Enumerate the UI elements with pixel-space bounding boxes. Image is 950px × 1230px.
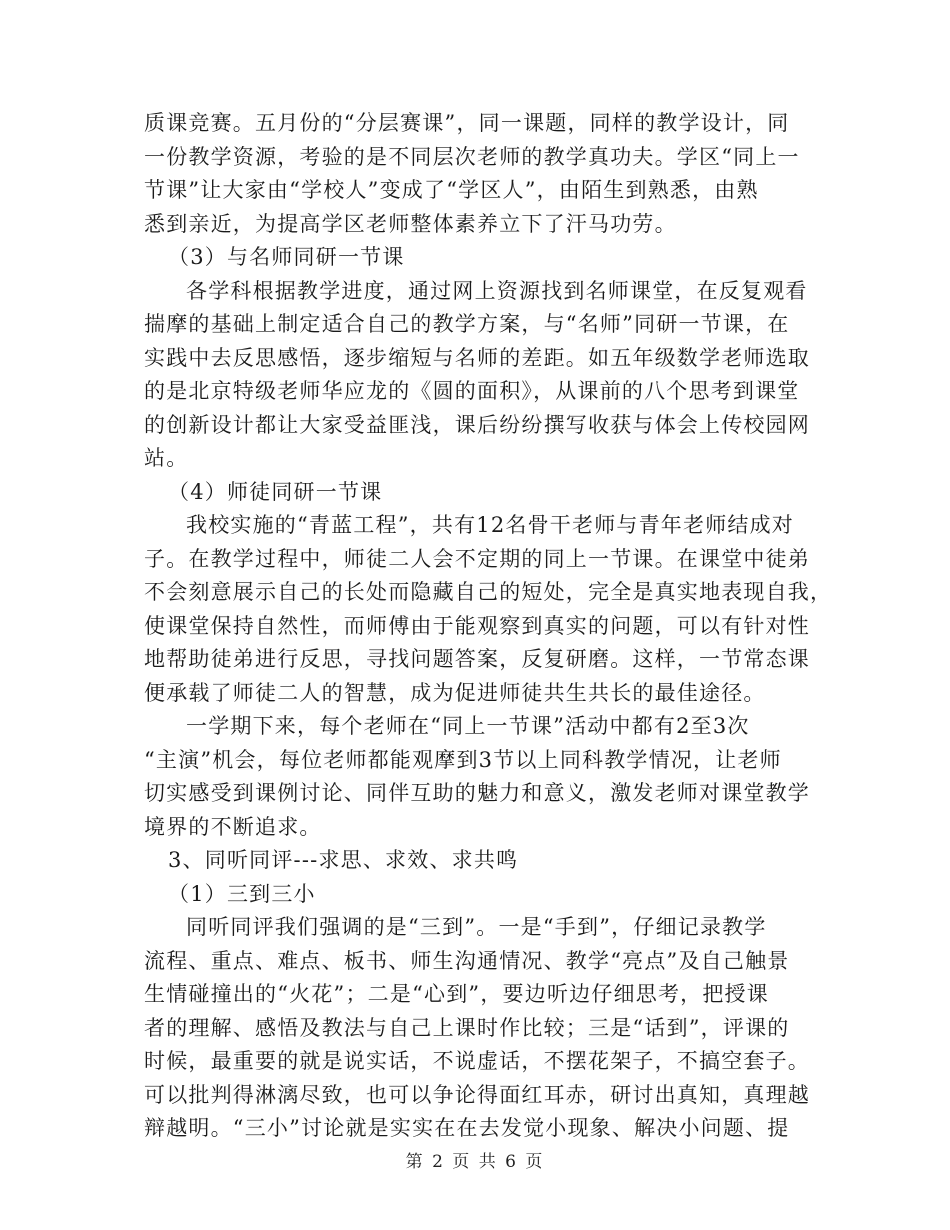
paragraph-line: 辩越明。“三小”讨论就是实实在在去发觉小现象、解决小问题、提	[144, 1116, 790, 1140]
paragraph-line: 的是北京特级老师华应龙的《圆的面积》，从课前的八个思考到课堂	[144, 379, 800, 403]
paragraph-line: 时候，最重要的就是说实话，不说虚话，不摆花架子，不搞空套子。	[144, 1049, 810, 1073]
paragraph-line: 境界的不断追求。	[144, 815, 322, 839]
paragraph-line: 者的理解、感悟及教法与自己上课时作比较；三是“话到”，评课的	[144, 1016, 790, 1040]
paragraph-line: 悉到亲近，为提高学区老师整体素养立下了汗马功劳。	[144, 212, 677, 236]
paragraph-line: 一份教学资源，考验的是不同层次老师的教学真功夫。学区“同上一	[144, 145, 800, 169]
paragraph-line: 子。在教学过程中，师徒二人会不定期的同上一节课。在课堂中徒弟	[144, 547, 810, 571]
section-heading: 3、同听同评---求思、求效、求共鸣	[168, 848, 519, 872]
paragraph-line: 的创新设计都让大家受益匪浅，课后纷纷撰写收获与体会上传校园网	[144, 413, 810, 437]
paragraph-line: 站。	[144, 446, 189, 470]
paragraph-line: 使课堂保持自然性，而师傅由于能观察到真实的问题，可以有针对性	[144, 614, 810, 638]
paragraph-line: 便承载了师徒二人的智慧，成为促进师徒共生共长的最佳途径。	[144, 681, 766, 705]
paragraph-line: “主演”机会，每位老师都能观摩到3节以上同科教学情况，让老师	[144, 748, 782, 772]
paragraph-line: 切实感受到课例讨论、同伴互助的魅力和意义，激发老师对课堂教学	[144, 781, 810, 805]
paragraph-line: 可以批判得淋漓尽致，也可以争论得面红耳赤，研讨出真知，真理越	[144, 1083, 810, 1107]
paragraph-line: 实践中去反思感悟，逐步缩短与名师的差距。如五年级数学老师选取	[144, 346, 810, 370]
paragraph-line: 揣摩的基础上制定适合自己的教学方案，与“名师”同研一节课，在	[144, 312, 790, 336]
paragraph-line: 各学科根据教学进度，通过网上资源找到名师课堂，在反复观看	[186, 279, 808, 303]
paragraph-line: 我校实施的“青蓝工程”，共有12名骨干老师与青年老师结成对	[186, 513, 794, 537]
paragraph-line: 不会刻意展示自己的长处而隐藏自己的短处，完全是真实地表现自我，	[144, 580, 833, 604]
paragraph-line: 流程、重点、难点、板书、师生沟通情况、教学“亮点”及自己触景	[144, 949, 790, 973]
section-heading: （1）三到三小	[168, 882, 316, 906]
paragraph-line: 同听同评我们强调的是“三到”。一是“手到”，仔细记录教学	[186, 915, 767, 939]
section-heading: （3）与名师同研一节课	[168, 245, 405, 269]
paragraph-line: 地帮助徒弟进行反思，寻找问题答案，反复研磨。这样，一节常态课	[144, 647, 810, 671]
paragraph-line: 生情碰撞出的“火花”；二是“心到”，要边听边仔细思考，把授课	[144, 982, 769, 1006]
paragraph-line: 质课竞赛。五月份的“分层赛课”，同一课题，同样的教学设计，同	[144, 111, 790, 135]
paragraph-line: 一学期下来，每个老师在“同上一节课”活动中都有2至3次	[186, 714, 750, 738]
section-heading: （4）师徒同研一节课	[168, 480, 383, 504]
page-number: 第 2 页 共 6 页	[405, 1152, 545, 1172]
paragraph-line: 节课”让大家由“学校人”变成了“学区人”，由陌生到熟悉，由熟	[144, 178, 759, 202]
